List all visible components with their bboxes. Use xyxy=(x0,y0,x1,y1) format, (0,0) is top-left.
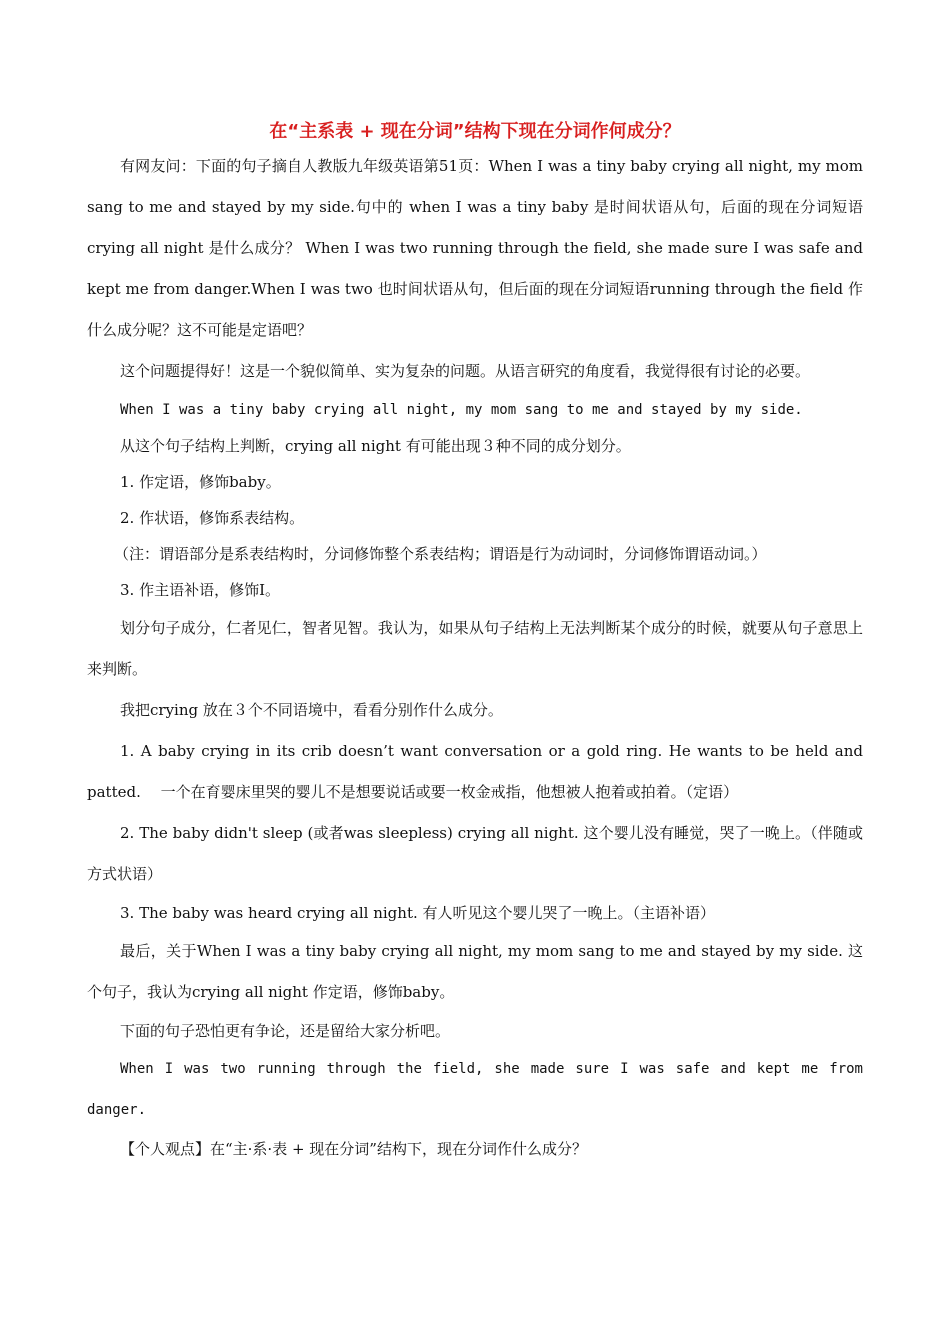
paragraph-second-sentence: When I was two running through the field, she made sure I was safe and kept me from danger. xyxy=(87,1061,863,1118)
paragraph-answer-intro: 这个问题提得好！这是一个貌似简单、实为复杂的问题。从语言研究的角度看，我觉得很有讨论的必要。 xyxy=(120,362,811,380)
example-item-1: 1. A baby crying in its crib doesn’t want conversation or a gold ring. He wants to be held and patted. 一个在育婴床里哭的婴儿不是想要说话或要一枚金戒指，他想被人抱着或拍着。（定语） xyxy=(87,742,863,801)
list-item-attributive: 1. 作定语，修饰baby。 xyxy=(120,473,281,491)
list-item-subject-complement: 3. 作主语补语，修饰I。 xyxy=(120,581,281,599)
document-title: 在“主系表 + 现在分词”结构下现在分词作何成分？ xyxy=(269,121,681,142)
paragraph-note: （注：谓语部分是系表结构时，分词修饰整个系表结构；谓语是行为动词时，分词修饰谓语动词。） xyxy=(114,545,767,563)
list-item-adverbial: 2. 作状语，修饰系表结构。 xyxy=(120,509,305,527)
example-item-2: 2. The baby didn't sleep (或者was sleepless) crying all night. 这个婴儿没有睡觉，哭了一晚上。（伴随或方式状语） xyxy=(87,824,863,883)
paragraph-analysis: 划分句子成分，仁者见仁，智者见智。我认为，如果从句子结构上无法判断某个成分的时候，就要从句子意思上来判断。 xyxy=(87,619,863,678)
paragraph-open-question: 下面的句子恐怕更有争论，还是留给大家分析吧。 xyxy=(120,1022,451,1040)
paragraph-contexts-intro: 我把crying 放在３个不同语境中，看看分别作什么成分。 xyxy=(120,701,503,719)
document-body xyxy=(87,146,863,1167)
paragraph-question: 有网友问：下面的句子摘自人教版九年级英语第51页：When I was a tiny baby crying all night, my mom sang to me and stayed by my side.句中的 when I was a tiny baby 是时间状语从句，后面的现在分词短语 crying all night 是什么成分？ When I was two running through the field, she made sure I was safe and kept me from danger.When I was two 也时间状语从句，但后面的现在分词短语running through the field 作什么成分呢？这不可能是定语吧？ xyxy=(87,157,863,339)
paragraph-conclusion: 最后，关于When I was a tiny baby crying all night, my mom sang to me and stayed by my side. 这个句子，我认为crying all night 作定语，修饰baby。 xyxy=(87,942,863,1001)
paragraph-personal-view: 【个人观点】在“主·系·表 + 现在分词”结构下，现在分词作什么成分？ xyxy=(120,1140,587,1158)
paragraph-example-sentence: When I was a tiny baby crying all night, my mom sang to me and stayed by my side. xyxy=(120,402,803,418)
paragraph-structure-judgement: 从这个句子结构上判断，crying all night 有可能出现３种不同的成分划分。 xyxy=(120,437,631,455)
example-item-3: 3. The baby was heard crying all night. 有人听见这个婴儿哭了一晚上。（主语补语） xyxy=(120,904,716,922)
